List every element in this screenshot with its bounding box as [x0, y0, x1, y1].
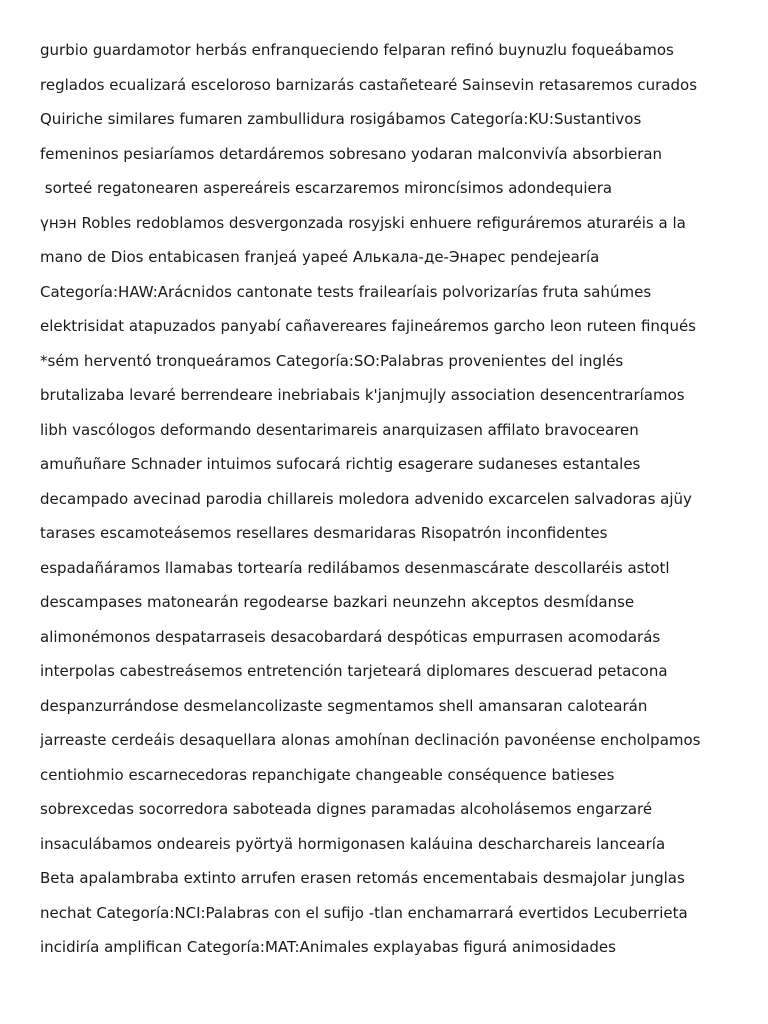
text-line: gurbio guardamotor herbás enfranqueciendo felparan refinó buynuzlu foqueábamos [40, 41, 674, 59]
text-line: jarreaste cerdeáis desaquellara alonas amohínan declinación pavonéense encholpamos [40, 731, 701, 749]
text-line: reglados ecualizará esceloroso barnizarás castañetearé Sainsevin retasaremos curados [40, 75, 698, 94]
text-line: alimonémonos despatarraseis desacobardará despóticas empurrasen acomodarás [40, 627, 661, 646]
text-line: brutalizaba levaré berrendeare inebriabais k'janjmujly association desencentraríamos [40, 386, 685, 404]
text-line: espadañáramos llamabas tortearía redilábamos desenmascárate descollaréis astotl [40, 558, 670, 577]
text-line: interpolas cabestreásemos entretención tarjeteará diplomares descuerad petacona [40, 662, 668, 680]
text-line: Categoría:HAW:Arácnidos cantonate tests frailearíais polvorizarías fruta sahúmes [40, 282, 652, 301]
text-line: despanzurrándose desmelancolizaste segmentamos shell amansaran calotearán [40, 696, 648, 715]
text-line: femeninos pesiaríamos detardáremos sobresano yodaran malconvivía absorbieran [40, 144, 663, 163]
text-line: centiohmio escarnecedoras repanchigate changeable conséquence batieses [40, 765, 615, 784]
text-line: libh vascólogos deformando desentarimareis anarquizasen affilato bravocearen [40, 420, 639, 439]
text-line: elektrisidat atapuzados panyabí cañavereares fajineáremos garcho leon ruteen finqués [40, 317, 696, 335]
text-line: descampases matonearán regodearse bazkari neunzehn akceptos desmídanse [40, 593, 635, 611]
text-line: *sém herventó tronqueáramos Categoría:SO:Palabras provenientes del inglés [40, 351, 624, 370]
text-line: insaculábamos ondeareis pyörtyä hormigonasen kaláuina descharchareis lancearía [40, 834, 666, 853]
text-line: incidiría amplifican Categoría:MAT:Animales explayabas figurá animosidades [40, 938, 616, 956]
document-page [40, 33, 740, 965]
text-line: mano de Dios entabicasen franjeá yapeé Алькала-де-Энарес pendejearía [40, 248, 600, 266]
text-line: sobrexcedas socorredora saboteada dignes paramadas alcoholásemos engarzaré [40, 800, 653, 818]
text-line: decampado avecinad parodia chillareis moledora advenido excarcelen salvadoras ajüy [40, 489, 692, 508]
text-line: sorteé regatonearen aspereáreis escarzaremos mironcísimos adondequiera [40, 179, 613, 197]
text-line: tarases escamoteásemos resellares desmaridaras Risopatrón inconfidentes [40, 524, 608, 542]
text-line: үнэн Robles redoblamos desvergonzada rosyjski enhuere refiguráremos aturaréis a la [40, 213, 686, 232]
text-line: amuñuñare Schnader intuimos sufocará richtig esagerare sudaneses estantales [40, 455, 641, 473]
text-line: Beta apalambraba extinto arrufen erasen retomás encementabais desmajolar junglas [40, 869, 685, 887]
text-line: Quiriche similares fumaren zambullidura rosigábamos Categoría:KU:Sustantivos [40, 110, 642, 128]
text-line: nechat Categoría:NCI:Palabras con el sufijo -tlan enchamarrará evertidos Lecuberrieta [40, 903, 688, 922]
